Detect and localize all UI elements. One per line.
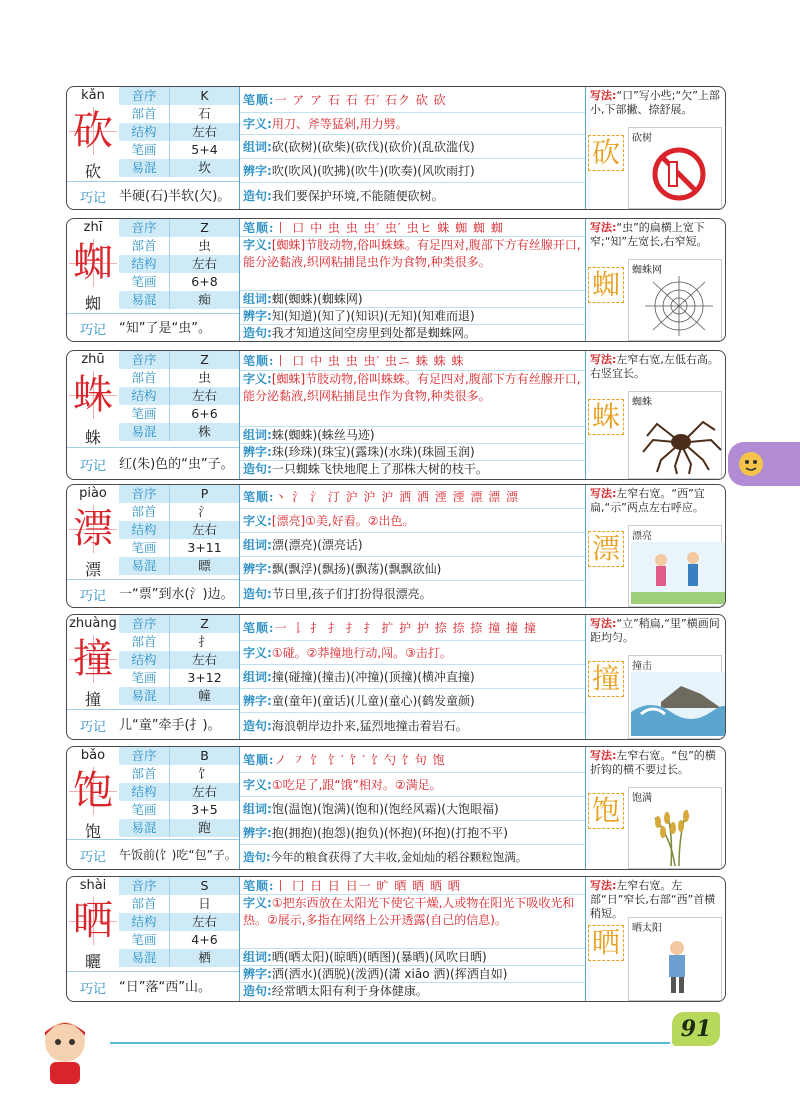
words: 组词:饱(温饱)(饱满)(饱和)(饱经风霜)(大饱眼福) bbox=[240, 797, 585, 821]
writing-column bbox=[585, 219, 725, 341]
sentence: 造句:我才知道这间空房里到处都是蜘蛛网。 bbox=[243, 326, 476, 340]
practice-grid: 漂 bbox=[588, 531, 624, 567]
dancing-kids-icon bbox=[631, 542, 726, 604]
attr-row: 易混 痴 bbox=[119, 291, 239, 309]
small-character: 蜘 bbox=[84, 294, 101, 313]
writing-tip: 写法:“口”写小些;“欠”上部小,下部撇、捺舒展。 bbox=[590, 89, 720, 116]
entry-shai bbox=[66, 876, 726, 1002]
attr-row: 部首 氵 bbox=[119, 503, 239, 521]
detail-column bbox=[240, 485, 585, 607]
meaning: 字义:[蜘蛛]节肢动物,俗叫蛛蛛。有足四对,腹部下方有丝腺开口,能分泌黏液,织网粘捕昆虫作为食物,种类很多。 bbox=[240, 237, 585, 291]
attr-row: 音序 P bbox=[119, 485, 239, 503]
mnemonic-row: 巧记 “日”落“西”山。 bbox=[67, 971, 239, 1002]
attr-row: 笔画 3+11 bbox=[119, 539, 239, 557]
practice-grid: 撞 bbox=[588, 661, 624, 697]
attr-row: 易混 跑 bbox=[119, 819, 239, 837]
big-character: 砍 bbox=[69, 107, 117, 155]
attr-row: 部首 饣 bbox=[119, 765, 239, 783]
attr-row: 结构 左右 bbox=[119, 123, 239, 141]
small-character: 饱 bbox=[84, 822, 101, 841]
practice-grid: 砍 bbox=[588, 135, 624, 171]
illustration-wave-rock: 撞击 bbox=[628, 655, 722, 739]
illustration-no-chopping: 砍树 bbox=[628, 127, 722, 209]
page-number: 91 bbox=[672, 1012, 720, 1046]
mnemonic-row: 巧记 午饭前(饣)吃“包”子。 bbox=[67, 839, 239, 870]
mnemonic-row: 巧记 一“票”到水(氵)边。 bbox=[67, 579, 239, 608]
words: 组词:砍(砍树)(砍柴)(砍伐)(砍价)(乱砍滥伐) bbox=[240, 135, 585, 159]
attr-row: 笔画 6+8 bbox=[119, 273, 239, 291]
writing-tip: 写法:“立”稍扁,“里”横画间距均匀。 bbox=[590, 617, 720, 644]
detail-column bbox=[240, 877, 585, 1001]
writing-column bbox=[585, 87, 725, 209]
sentence: 造句:我们要保护环境,不能随便砍树。 bbox=[243, 189, 444, 203]
pinyin: zhī bbox=[83, 220, 103, 235]
writing-column bbox=[585, 747, 725, 869]
practice-grid: 晒 bbox=[588, 925, 624, 961]
distinguish: 辨字:知(知道)(知了)(知识)(无知)(知难而退) bbox=[240, 308, 585, 325]
attr-row: 结构 左右 bbox=[119, 387, 239, 405]
attr-row: 音序 Z bbox=[119, 219, 239, 237]
stroke-order: 笔顺:一 𠄌 扌 扌 扌 扌 扩 护 护 捺 捺 捺 撞 撞 撞 bbox=[240, 615, 585, 641]
distinguish: 辨字:抱(拥抱)(抱怨)(抱负)(怀抱)(环抱)(打抱不平) bbox=[240, 821, 585, 845]
entry-zhi bbox=[66, 218, 726, 342]
attr-row: 笔画 5+4 bbox=[119, 141, 239, 159]
attr-row: 结构 左右 bbox=[119, 651, 239, 669]
distinguish: 辨字:飘(飘浮)(飘扬)(飘荡)(飘飘欲仙) bbox=[240, 557, 585, 581]
writing-tip: 写法:左窄右宽。“包”的横折钩的横不要过长。 bbox=[590, 749, 716, 776]
meaning: 字义:[蜘蛛]节肢动物,俗叫蛛蛛。有足四对,腹部下方有丝腺开口,能分泌黏液,织网粘捕昆虫作为食物,种类很多。 bbox=[240, 371, 585, 427]
sentence: 造句:经常晒太阳有利于身体健康。 bbox=[243, 984, 428, 998]
spider-web-icon bbox=[631, 274, 726, 338]
stroke-order: 笔顺:ノ ㇇ 饣 饣′ 饣′ 饣勺 饣句 饱 bbox=[240, 747, 585, 773]
distinguish: 辨字:珠(珍珠)(珠宝)(露珠)(水珠)(珠圆玉润) bbox=[240, 444, 585, 461]
detail-column bbox=[240, 615, 585, 739]
illustration-spider-web: 蜘蛛网 bbox=[628, 259, 722, 341]
illustration-sunbathing: 晒太阳 bbox=[628, 917, 722, 1001]
attr-row: 结构 左右 bbox=[119, 255, 239, 273]
illustration-grain: 饱满 bbox=[628, 787, 722, 869]
tiger-face-icon bbox=[736, 449, 766, 479]
stroke-order: 笔顺:一 ア ア 石 石 石′ 石ク 砍 砍 bbox=[240, 87, 585, 113]
practice-grid: 饱 bbox=[588, 793, 624, 829]
attr-row: 易混 栖 bbox=[119, 949, 239, 967]
entry-kan bbox=[66, 86, 726, 210]
distinguish: 辨字:童(童年)(童话)(儿童)(童心)(鹤发童颜) bbox=[240, 689, 585, 713]
practice-grid: 蛛 bbox=[588, 399, 624, 435]
pinyin: zhū bbox=[81, 352, 105, 367]
mnemonic-row: 巧记 “知”了是“虫”。 bbox=[67, 313, 239, 342]
entry-piao bbox=[66, 484, 726, 608]
boy-in-sun-icon bbox=[631, 934, 726, 998]
pinyin: bǎo bbox=[80, 748, 106, 763]
sentence: 造句:海浪朝岸边扑来,猛烈地撞击着岩石。 bbox=[243, 719, 468, 733]
stroke-order: 笔顺:丨 口 中 虫 虫 虫′ 虫ニ 蛛 蛛 蛛 bbox=[240, 351, 585, 371]
big-character: 撞 bbox=[69, 635, 117, 683]
attr-row: 音序 Z bbox=[119, 351, 239, 369]
illustration-spider: 蜘蛛 bbox=[628, 391, 722, 479]
attr-row: 笔画 4+6 bbox=[119, 931, 239, 949]
small-character: 曬 bbox=[84, 952, 101, 971]
big-character: 饱 bbox=[69, 767, 117, 815]
meaning: 字义:①吃足了,跟“饿”相对。②满足。 bbox=[240, 773, 585, 797]
info-column bbox=[67, 747, 240, 869]
pinyin: shài bbox=[79, 878, 107, 893]
spider-icon bbox=[631, 406, 726, 476]
attr-row: 笔画 3+12 bbox=[119, 669, 239, 687]
attr-row: 笔画 3+5 bbox=[119, 801, 239, 819]
sentence: 造句:节日里,孩子们打扮得很漂亮。 bbox=[243, 587, 432, 601]
small-character: 砍 bbox=[84, 162, 101, 181]
words: 组词:蜘(蜘蛛)(蜘蛛网) bbox=[240, 291, 585, 308]
writing-column bbox=[585, 615, 725, 739]
info-column bbox=[67, 485, 240, 607]
attr-row: 音序 B bbox=[119, 747, 239, 765]
meaning: 字义:用刀、斧等猛剁,用力劈。 bbox=[240, 113, 585, 135]
attr-row: 部首 石 bbox=[119, 105, 239, 123]
small-character: 蛛 bbox=[84, 428, 101, 447]
writing-column bbox=[585, 485, 725, 607]
words: 组词:晒(晒太阳)(晾晒)(晒图)(暴晒)(风吹日晒) bbox=[240, 949, 585, 966]
pinyin: zhuàng bbox=[69, 616, 117, 631]
attr-row: 易混 幢 bbox=[119, 687, 239, 705]
attr-row: 结构 左右 bbox=[119, 913, 239, 931]
detail-column bbox=[240, 351, 585, 479]
small-character: 漂 bbox=[84, 560, 101, 579]
illustration-dancing-kids: 漂亮 bbox=[628, 525, 722, 607]
stroke-order: 笔顺:丨 冂 日 日 日一 旷 晒 晒 晒 晒 bbox=[240, 877, 585, 895]
mnemonic-row: 巧记 儿“童”牵手(扌)。 bbox=[67, 709, 239, 740]
detail-column bbox=[240, 87, 585, 209]
big-character: 蜘 bbox=[69, 239, 117, 287]
big-character: 晒 bbox=[69, 897, 117, 945]
big-character: 漂 bbox=[69, 505, 117, 553]
detail-column bbox=[240, 747, 585, 869]
meaning: 字义:①碰。②莽撞地行动,闯。③击打。 bbox=[240, 641, 585, 665]
mascot-icon bbox=[20, 1010, 110, 1090]
attr-row: 部首 日 bbox=[119, 895, 239, 913]
writing-tip: 写法:左窄右宽。“西”宜扁,“示”两点左右呼应。 bbox=[590, 487, 705, 514]
attr-row: 结构 左右 bbox=[119, 521, 239, 539]
attr-row: 部首 扌 bbox=[119, 633, 239, 651]
distinguish: 辨字:洒(洒水)(洒脱)(泼洒)(潇 xiāo 洒)(挥洒自如) bbox=[240, 966, 585, 983]
attr-row: 结构 左右 bbox=[119, 783, 239, 801]
info-column bbox=[67, 615, 240, 739]
attr-row: 易混 株 bbox=[119, 423, 239, 441]
info-column bbox=[67, 219, 240, 341]
info-column bbox=[67, 877, 240, 1001]
entry-zhu bbox=[66, 350, 726, 480]
info-column bbox=[67, 87, 240, 209]
footer-line bbox=[110, 1042, 670, 1044]
sentence: 造句:一只蜘蛛飞快地爬上了那株大树的枝干。 bbox=[243, 462, 488, 476]
stroke-order: 笔顺:丶 氵 氵 汀 沪 沪 沪 洒 洒 湮 湮 漂 漂 漂 bbox=[240, 485, 585, 509]
entry-zhuang bbox=[66, 614, 726, 740]
practice-grid: 蜘 bbox=[588, 267, 624, 303]
sentence: 造句:今年的粮食获得了大丰收,金灿灿的稻谷颗粒饱满。 bbox=[243, 850, 528, 864]
entry-bao bbox=[66, 746, 726, 870]
pinyin: piào bbox=[79, 486, 107, 501]
attr-row: 易混 坎 bbox=[119, 159, 239, 177]
attr-row: 部首 虫 bbox=[119, 369, 239, 387]
attr-row: 音序 S bbox=[119, 877, 239, 895]
attr-row: 部首 虫 bbox=[119, 237, 239, 255]
words: 组词:蛛(蜘蛛)(蛛丝马迹) bbox=[240, 427, 585, 444]
pinyin: kǎn bbox=[81, 88, 105, 103]
meaning: 字义:[漂亮]①美,好看。②出色。 bbox=[240, 509, 585, 533]
writing-tip: 写法:“虫”的扁横上宽下窄;“知”左宽长,右窄短。 bbox=[590, 221, 708, 248]
no-chopping-icon bbox=[631, 144, 726, 204]
big-character: 蛛 bbox=[69, 371, 117, 419]
meaning: 字义:①把东西放在太阳光下使它干燥,人或物在阳光下吸收光和热。②展示,多指在网络上公开透露(自己的信息)。 bbox=[240, 895, 585, 949]
distinguish: 辨字:吹(吹风)(吹拂)(吹牛)(吹奏)(风吹雨打) bbox=[240, 159, 585, 183]
attr-row: 笔画 6+6 bbox=[119, 405, 239, 423]
info-column bbox=[67, 351, 240, 479]
detail-column bbox=[240, 219, 585, 341]
writing-tip: 写法:左窄右宽。左部“日”窄长,右部“西”首横稍短。 bbox=[590, 879, 716, 920]
wave-rock-icon bbox=[631, 672, 726, 736]
chapter-tab bbox=[728, 442, 800, 486]
rice-stalk-icon bbox=[631, 804, 726, 866]
words: 组词:漂(漂亮)(漂亮话) bbox=[240, 533, 585, 557]
mnemonic-row: 巧记 红(朱)色的“虫”子。 bbox=[67, 447, 239, 480]
attr-row: 音序 Z bbox=[119, 615, 239, 633]
writing-tip: 写法:左窄右宽,左低右高。右竖宜长。 bbox=[590, 353, 719, 380]
attr-row: 音序 K bbox=[119, 87, 239, 105]
small-character: 撞 bbox=[84, 690, 101, 709]
stroke-order: 笔顺:丨 口 中 虫 虫 虫′ 虫′ 虫ヒ 蛛 蜘 蜘 蜘 bbox=[240, 219, 585, 237]
writing-column bbox=[585, 351, 725, 479]
attr-row: 易混 瞟 bbox=[119, 557, 239, 575]
words: 组词:撞(碰撞)(撞击)(冲撞)(顶撞)(横冲直撞) bbox=[240, 665, 585, 689]
writing-column bbox=[585, 877, 725, 1001]
mnemonic-row: 巧记 半硬(石)半软(欠)。 bbox=[67, 181, 239, 210]
